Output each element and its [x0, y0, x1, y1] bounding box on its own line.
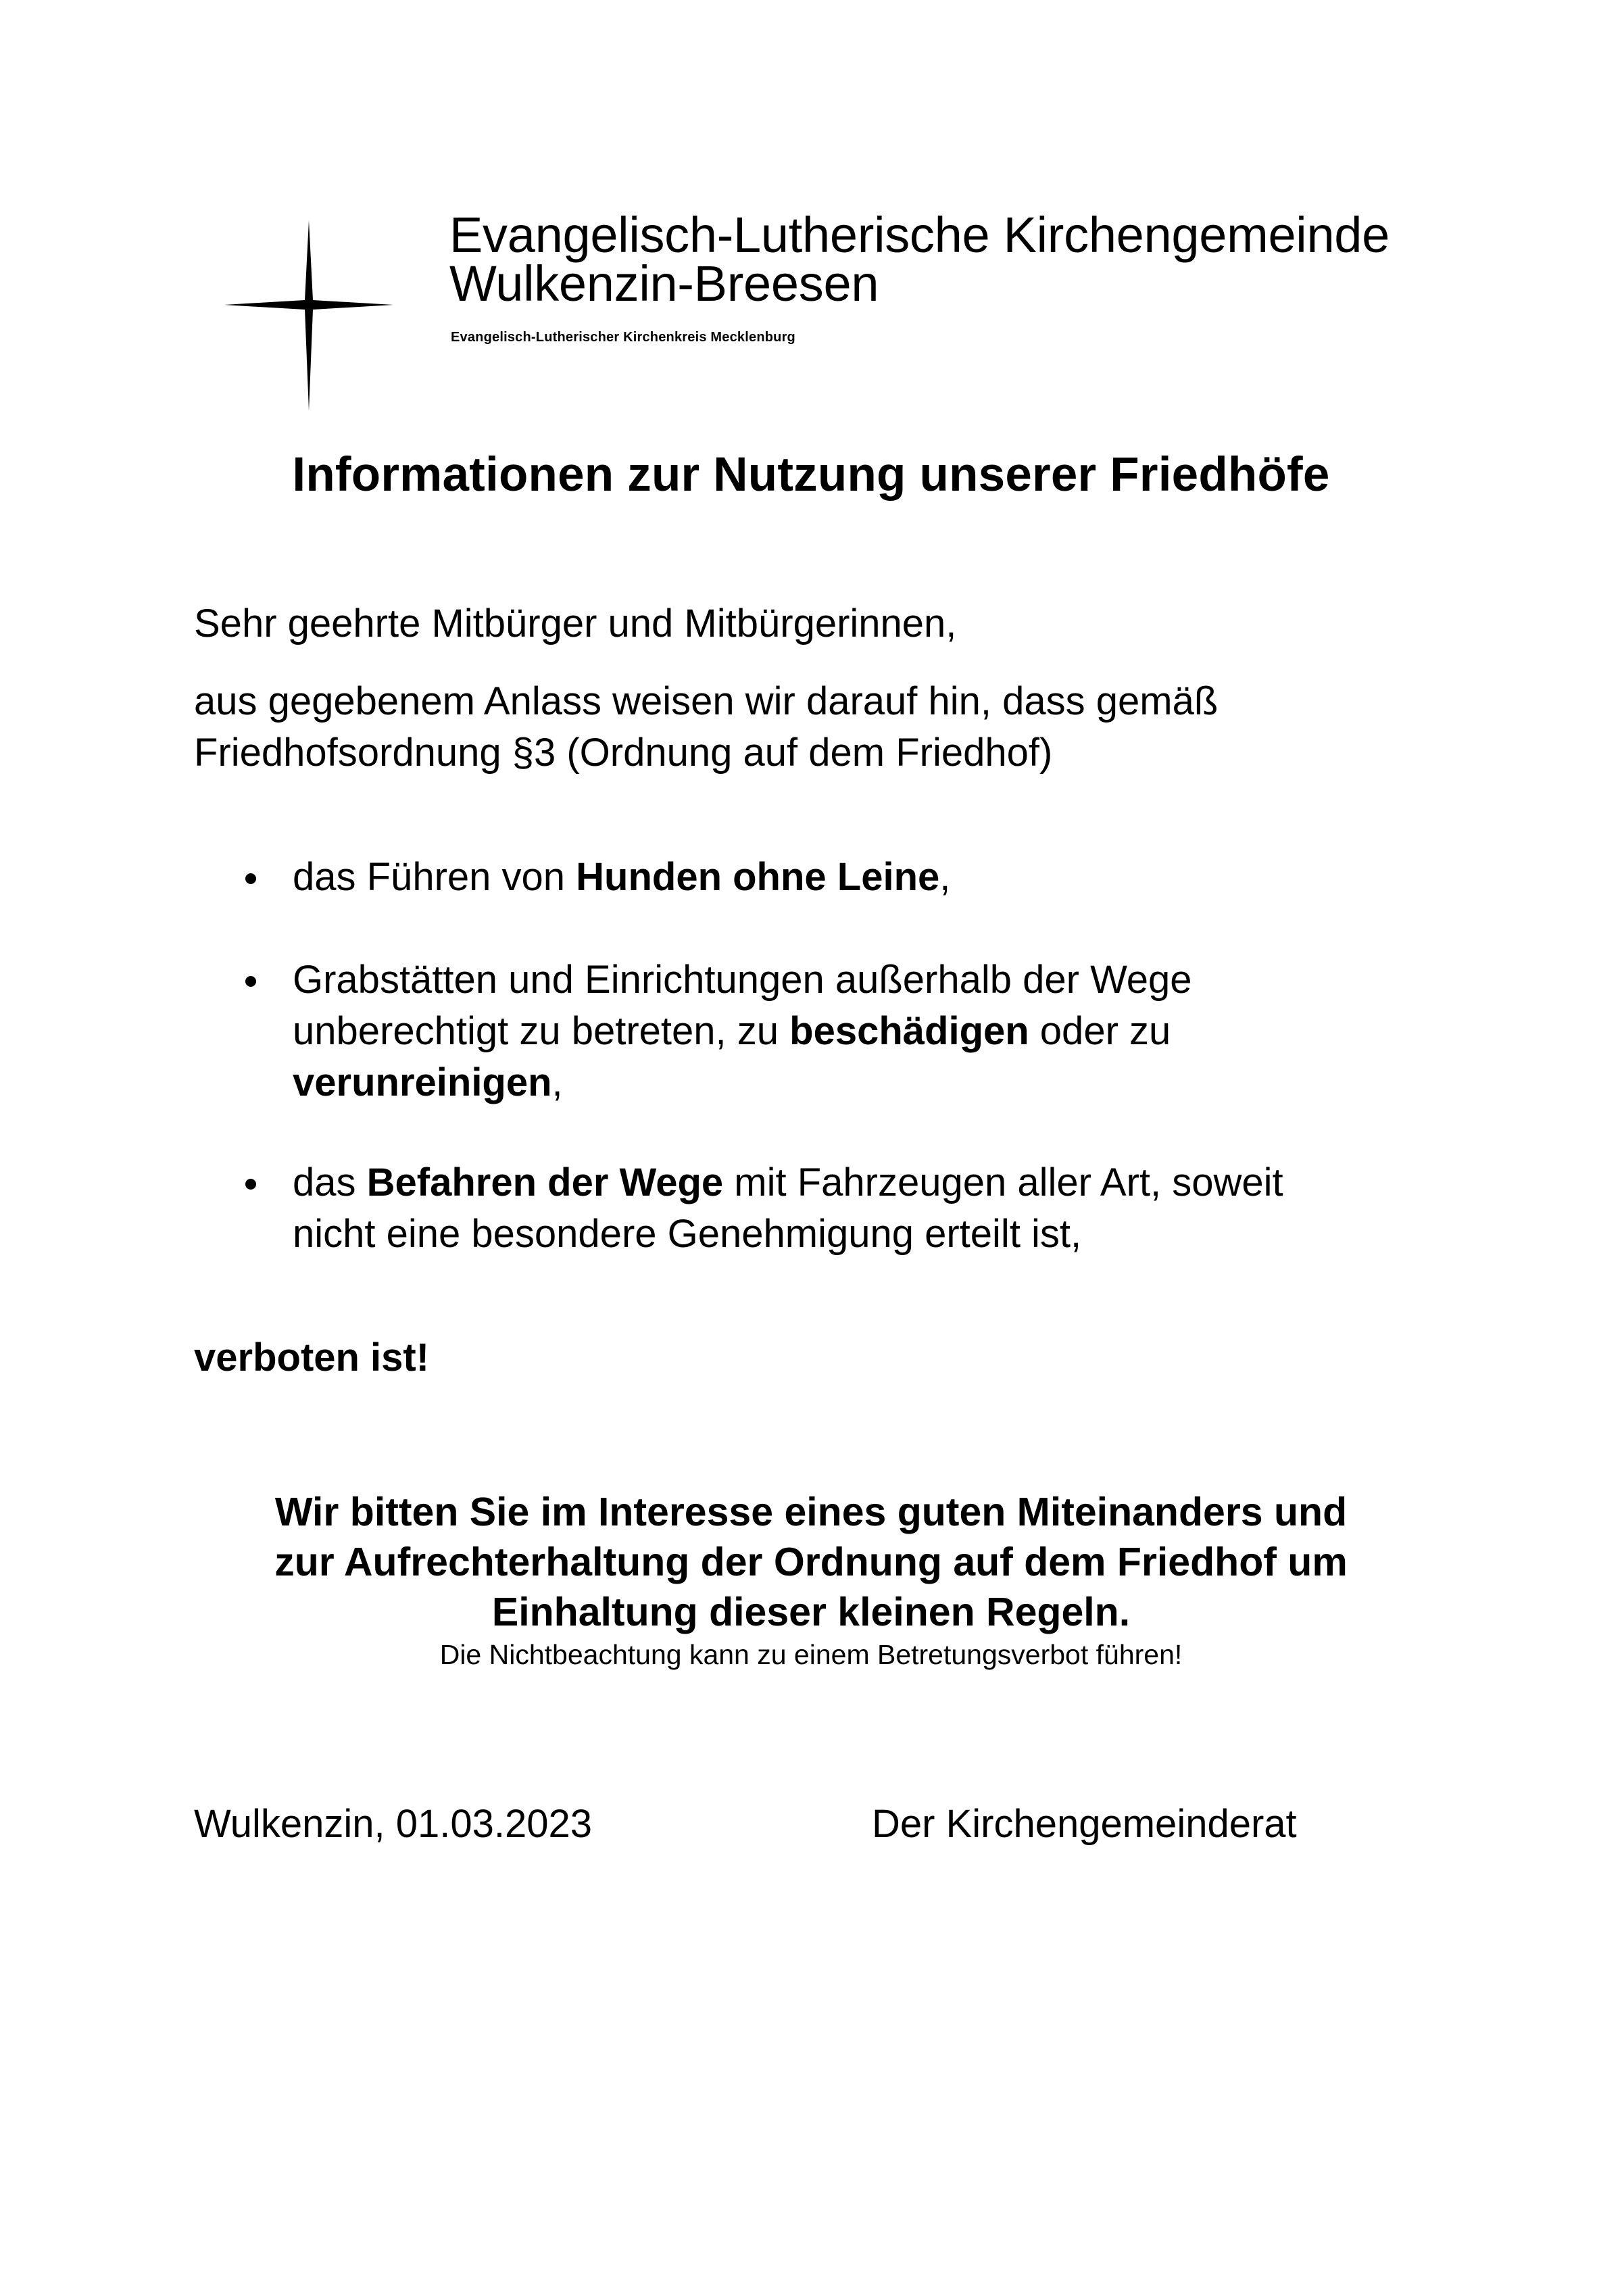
rule-text: Grabstätten und Einrichtungen außerhalb der Wege: [293, 958, 1192, 1002]
organization-subtitle: Evangelisch-Lutherischer Kirchenkreis Mecklenburg: [451, 330, 795, 345]
cross-icon: [224, 220, 393, 411]
rule-line: [293, 1208, 1283, 1260]
rule-line: [293, 852, 950, 903]
bullet-icon: [245, 1179, 256, 1190]
rule-text: ,: [551, 1060, 563, 1104]
rule-emphasis: Hunden ohne Leine: [576, 855, 940, 899]
place-date: Wulkenzin, 01.03.2023: [194, 1802, 593, 1846]
intro-line-1: aus gegebenem Anlass weisen wir darauf hin, dass gemäß: [194, 679, 1219, 723]
appeal-line-1: Wir bitten Sie im Interesse eines guten Miteinanders und: [274, 1490, 1348, 1534]
organization-name-line-2: Wulkenzin-Breesen: [449, 255, 879, 312]
appeal-line-2: zur Aufrechterhaltung der Ordnung auf dem Friedhof um: [274, 1540, 1348, 1584]
appeal-note: Die Nichtbeachtung kann zu einem Betretungsverbot führen!: [439, 1639, 1183, 1670]
salutation: Sehr geehrte Mitbürger und Mitbürgerinnen,: [194, 602, 957, 645]
rule-text: unberechtigt zu betreten, zu: [293, 1009, 790, 1053]
signatory: Der Kirchengemeinderat: [872, 1802, 1297, 1846]
organization-name-line-1: Evangelisch-Lutherische Kirchengemeinde: [449, 207, 1390, 263]
rule-text: oder zu: [1029, 1009, 1171, 1053]
rule-emphasis: Befahren der Wege: [366, 1161, 724, 1204]
bullet-icon: [245, 873, 256, 884]
page-title: Informationen zur Nutzung unserer Friedhöfe: [292, 448, 1330, 502]
bullet-icon: [245, 976, 256, 987]
rule-text: nicht eine besondere Genehmigung erteilt ist,: [293, 1212, 1082, 1256]
rule-emphasis: beschädigen: [789, 1009, 1029, 1053]
rule-item: [293, 954, 1192, 1108]
appeal-paragraph: [0, 1487, 1622, 1637]
organization-name: [449, 207, 1390, 312]
verdict-text: verboten ist!: [194, 1336, 430, 1379]
rule-item: [293, 1157, 1283, 1260]
rule-line: [293, 1157, 1283, 1208]
rule-line: [293, 1057, 1192, 1108]
rule-text: das: [293, 1161, 367, 1204]
rule-text: das Führen von: [293, 855, 576, 899]
rule-line: [293, 954, 1192, 1006]
rule-text: mit Fahrzeugen aller Art, soweit: [723, 1161, 1283, 1204]
rule-line: [293, 1006, 1192, 1057]
intro-paragraph: [194, 676, 1218, 779]
rule-emphasis: verunreinigen: [293, 1060, 552, 1104]
appeal-line-3: Einhaltung dieser kleinen Regeln.: [491, 1590, 1131, 1634]
intro-line-2: Friedhofsordnung §3 (Ordnung auf dem Friedhof): [194, 731, 1053, 775]
rule-item: [293, 852, 950, 903]
rule-text: ,: [939, 855, 951, 899]
